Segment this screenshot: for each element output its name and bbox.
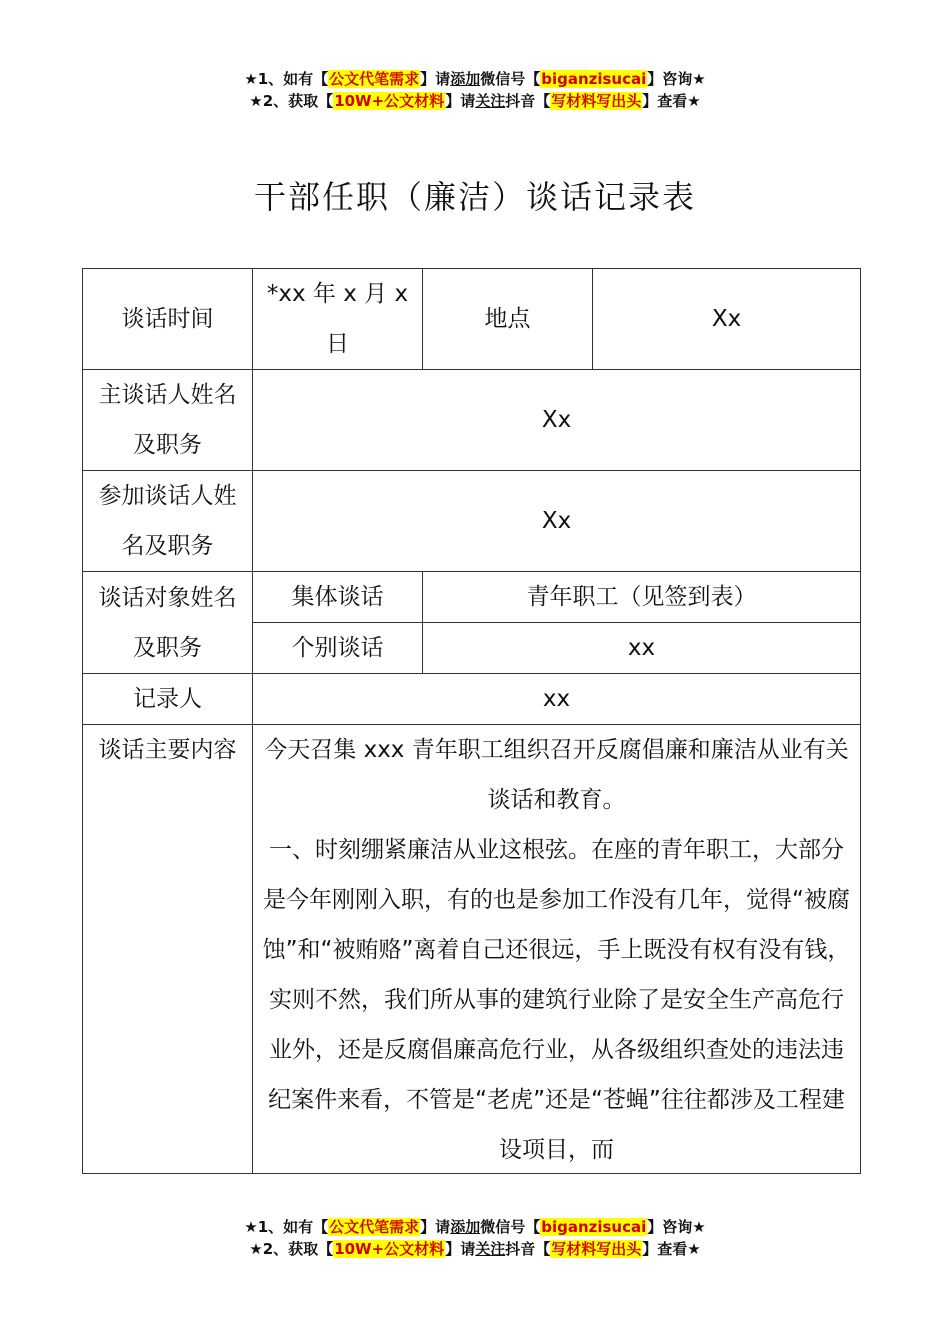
table-row [83, 572, 861, 623]
content-paragraph-2: 一、时刻绷紧廉洁从业这根弦。在座的青年职工，大部分是今年刚刚入职，有的也是参加工作没有几年，觉得“被腐蚀”和“被贿赂”离着自己还很远，手上既没有权有没有钱，实则不然，我们所从事的建筑行业除了是安全生产高危行业外，还是反腐倡廉高危行业，从各级组织查处的违法违纪案件来看，不管是“老虎”还是“苍蝇”往往都涉及工程建设项目，而 [262, 837, 851, 1163]
banner-highlight: 写材料写出头 [551, 92, 642, 110]
banner-text: ★1、如有【 [244, 1218, 329, 1236]
banner-text: 抖音【 [505, 92, 551, 110]
banner-underline: 关注 [475, 1240, 506, 1258]
banner-highlight: biganzisucai [541, 70, 647, 88]
time-value: *xx 年 x 月 x 日 [253, 269, 423, 370]
banner-text: 微信号【 [480, 1218, 541, 1236]
table-row [83, 725, 861, 1174]
record-table [82, 268, 861, 1174]
banner-text: 】查看★ [642, 1240, 701, 1258]
target-label: 谈话对象姓名及职务 [83, 572, 253, 674]
banner-text: 】请 [445, 1240, 476, 1258]
banner-text: 】请 [445, 92, 476, 110]
individual-talk-label: 个别谈话 [253, 623, 423, 674]
table-row [83, 674, 861, 725]
banner-text: 】咨询★ [647, 70, 706, 88]
banner-highlight: 公文代笔需求 [329, 70, 420, 88]
banner-line-2 [0, 90, 950, 112]
banner-underline: 添加 [450, 1218, 481, 1236]
main-speaker-value: Xx [253, 370, 861, 471]
content-label: 谈话主要内容 [83, 725, 253, 1174]
banner-text: ★1、如有【 [244, 70, 329, 88]
individual-talk-value: xx [423, 623, 861, 674]
banner-text: 抖音【 [505, 1240, 551, 1258]
content-body [259, 725, 854, 1173]
recorder-label: 记录人 [83, 674, 253, 725]
banner-text: 微信号【 [480, 70, 541, 88]
time-label: 谈话时间 [83, 269, 253, 370]
banner-highlight: 写材料写出头 [551, 1240, 642, 1258]
banner-highlight: biganzisucai [541, 1218, 647, 1236]
place-label: 地点 [423, 269, 593, 370]
banner-highlight: 10W+公文材料 [334, 92, 445, 110]
banner-line-1 [0, 68, 950, 90]
banner-highlight: 公文代笔需求 [329, 1218, 420, 1236]
content-cell [253, 725, 861, 1174]
table-row [83, 269, 861, 370]
banner-text: ★2、获取【 [249, 1240, 334, 1258]
participants-label: 参加谈话人姓名及职务 [83, 471, 253, 572]
top-banner [0, 68, 950, 112]
banner-text: 】请 [420, 1218, 451, 1236]
content-paragraph-1: 今天召集 xxx 青年职工组织召开反腐倡廉和廉洁从业有关谈话和教育。 [264, 737, 849, 813]
group-talk-label: 集体谈话 [253, 572, 423, 623]
banner-underline: 添加 [450, 70, 481, 88]
table-row [83, 471, 861, 572]
banner-text: 】咨询★ [647, 1218, 706, 1236]
participants-value: Xx [253, 471, 861, 572]
page-title: 干部任职（廉洁）谈话记录表 [253, 178, 696, 216]
banner-line-1 [0, 1216, 950, 1238]
group-talk-value: 青年职工（见签到表） [423, 572, 861, 623]
recorder-value: xx [253, 674, 861, 725]
banner-line-2 [0, 1238, 950, 1260]
banner-highlight: 10W+公文材料 [334, 1240, 445, 1258]
place-value: Xx [593, 269, 861, 370]
banner-text: 】请 [420, 70, 451, 88]
table-row [83, 370, 861, 471]
banner-text: ★2、获取【 [249, 92, 334, 110]
main-speaker-label: 主谈话人姓名及职务 [83, 370, 253, 471]
banner-underline: 关注 [475, 92, 506, 110]
banner-text: 】查看★ [642, 92, 701, 110]
bottom-banner [0, 1216, 950, 1260]
